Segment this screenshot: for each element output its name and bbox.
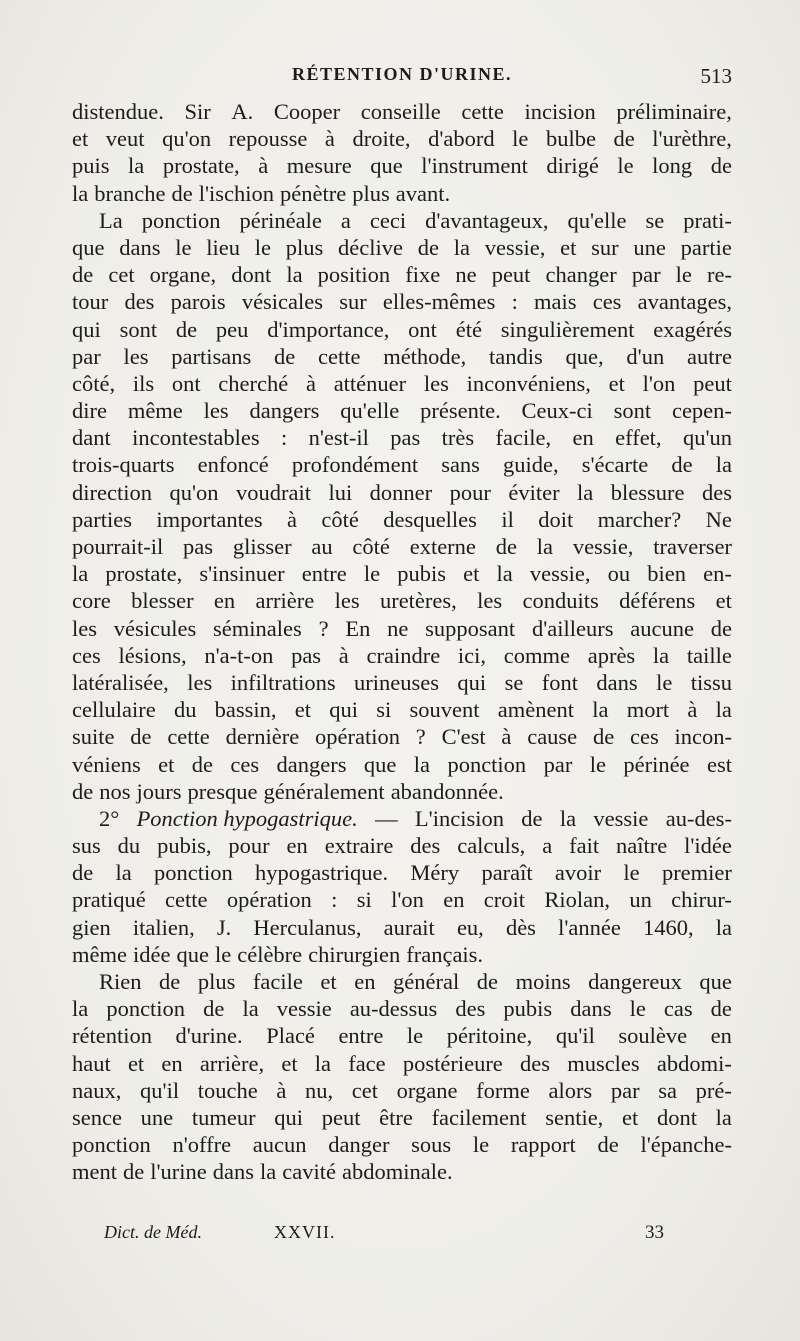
text-line: 2° Ponction hypogastrique. — L'incision de la vessie au-des- [99, 805, 732, 831]
text-line: trois-quarts enfoncé profondément sans guide, s'écarte de la [72, 452, 732, 478]
text-line: core blesser en arrière les uretères, les conduits déférens et [72, 588, 732, 614]
text-line: gien italien, J. Herculanus, aurait eu, dès l'année 1460, la [72, 914, 732, 940]
text-line: la ponction de la vessie au-dessus des pubis dans le cas de [72, 996, 732, 1022]
text-line: la branche de l'ischion pénètre plus avant. [72, 180, 451, 206]
page-header [72, 64, 732, 94]
text-line: sence une tumeur qui peut être facilement sentie, et dont la [72, 1104, 732, 1130]
text-line: véniens et de ces dangers que la ponction par le périnée est [72, 751, 732, 777]
text-line: parties importantes à côté desquelles il doit marcher? Ne [72, 506, 732, 532]
text-line: La ponction périnéale a ceci d'avantageux, qu'elle se prati- [99, 207, 732, 233]
body-text [72, 98, 732, 1186]
text-line: dant incontestables : n'est-il pas très facile, en effet, qu'un [72, 425, 732, 451]
text-line: cellulaire du bassin, et qui si souvent amènent la mort à la [72, 697, 732, 723]
text-line: de cet organe, dont la position fixe ne peut changer par le re- [72, 262, 732, 288]
running-title: RÉTENTION D'URINE. [291, 64, 513, 84]
text-line: naux, qu'il touche à nu, cet organe forme alors par sa pré- [72, 1077, 732, 1103]
text-line: même idée que le célèbre chirurgien français. [72, 941, 484, 967]
text-line: sus du pubis, pour en extraire des calculs, a fait naître l'idée [72, 833, 732, 859]
text-line: de la ponction hypogastrique. Méry paraît avoir le premier [72, 860, 732, 886]
text-line: les vésicules séminales ? En ne supposant d'ailleurs aucune de [72, 615, 732, 641]
text-line: haut et en arrière, et la face postérieure des muscles abdomi- [72, 1050, 732, 1076]
text-line: ponction n'offre aucun danger sous le rapport de l'épanche- [72, 1132, 732, 1158]
text-line: puis la prostate, à mesure que l'instrument dirigé le long de [72, 153, 732, 179]
text-line: la prostate, s'insinuer entre le pubis et la vessie, ou bien en- [72, 561, 732, 587]
text-line: de nos jours presque généralement abandonnée. [72, 778, 504, 804]
text-line: que dans le lieu le plus déclive de la vessie, et sur une partie [72, 234, 732, 260]
page-number: 513 [700, 64, 732, 88]
text-line: par les partisans de cette méthode, tandis que, d'un autre [72, 343, 732, 369]
text-line: tour des parois vésicales sur elles-mêmes : mais ces avantages, [72, 289, 732, 315]
text-line: et veut qu'on repousse à droite, d'abord le bulbe de l'urèthre, [72, 126, 732, 152]
text-line: qui sont de peu d'importance, ont été singulièrement exagérés [72, 316, 732, 342]
text-line: rétention d'urine. Placé entre le péritoine, qu'il soulève en [72, 1023, 732, 1049]
text-line: latéralisée, les infiltrations urineuses qui se font dans le tissu [72, 669, 732, 695]
text-line: dire même les dangers qu'elle présente. Ceux-ci sont cepen- [72, 398, 732, 424]
text-line: côté, ils ont cherché à atténuer les inconvéniens, et l'on peut [72, 370, 732, 396]
page-footer [104, 1222, 664, 1248]
text-line: ces lésions, n'a-t-on pas à craindre ici, comme après la taille [72, 642, 732, 668]
text-line: Rien de plus facile et en général de moins dangereux que [99, 969, 732, 994]
text-line: direction qu'on voudrait lui donner pour éviter la blessure des [72, 479, 732, 505]
footer-sheet-number: 33 [645, 1222, 664, 1243]
footer-signature: Dict. de Méd. [104, 1222, 202, 1242]
footer-volume: XXVII. [274, 1222, 336, 1242]
text-line: ment de l'urine dans la cavité abdominale. [72, 1159, 453, 1185]
text-line: pourrait-il pas glisser au côté externe de la vessie, traverser [72, 534, 732, 559]
text-line: pratiqué cette opération : si l'on en croit Riolan, un chirur- [72, 887, 732, 913]
text-line: distendue. Sir A. Cooper conseille cette incision préliminaire, [72, 99, 732, 124]
text-line: suite de cette dernière opération ? C'est à cause de ces incon- [72, 724, 732, 750]
